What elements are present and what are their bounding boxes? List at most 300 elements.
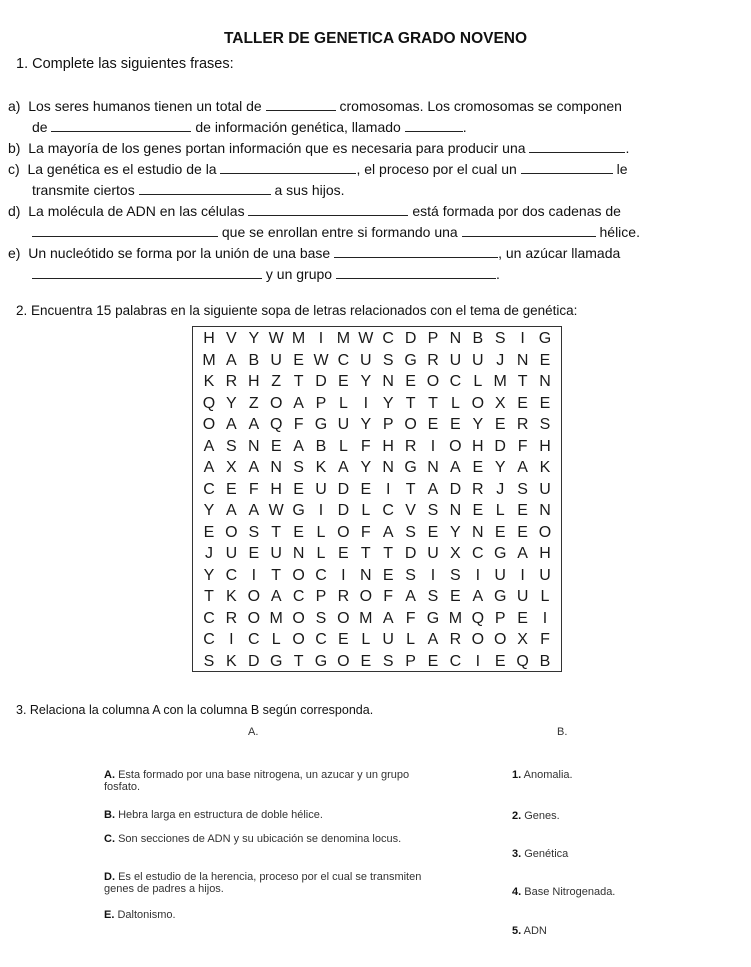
section-2-heading: 2. Encuentra 15 palabras en la siguiente sopa de letras relacionados con el tema de genética: [16,303,578,318]
grid-letter[interactable]: I [229,631,234,648]
grid-letter[interactable]: I [475,652,481,670]
grid-letter[interactable]: P [315,394,327,412]
grid-letter[interactable]: F [405,609,416,627]
grid-letter[interactable]: N [449,330,462,347]
grid-letter[interactable]: C [225,566,238,584]
blank-d1[interactable] [248,203,408,216]
text-b-1: La mayoría de los genes portan información que es necesaria para producir una [28,140,526,156]
grid-letter[interactable]: T [405,480,416,498]
grid-letter[interactable]: M [359,609,373,627]
blank-d2-2[interactable] [462,224,596,237]
grid-letter[interactable]: O [426,373,440,390]
text-d1-1: La molécula de ADN en las células [28,203,245,219]
grid-letter[interactable]: H [382,437,394,455]
grid-letter[interactable]: O [292,609,305,627]
grid-letter[interactable]: R [449,631,462,648]
grid-letter[interactable]: A [248,502,260,519]
grid-letter[interactable]: R [472,480,484,498]
grid-letter[interactable]: E [539,394,551,412]
grid-letter[interactable]: N [539,373,551,390]
grid-letter[interactable]: E [248,545,260,562]
grid-letter[interactable]: G [314,652,328,670]
grid-letter[interactable]: E [293,480,304,498]
grid-letter[interactable]: S [517,480,528,498]
grid-letter[interactable]: S [315,609,327,627]
grid-letter[interactable]: E [517,609,528,627]
grid-letter[interactable]: S [293,459,304,476]
grid-letter[interactable]: K [226,652,237,670]
blank-c2[interactable] [139,182,271,195]
grid-letter[interactable]: F [360,523,371,541]
grid-letter[interactable]: G [493,588,507,605]
column-a-item [104,809,434,821]
grid-letter[interactable]: B [472,330,484,347]
grid-letter[interactable]: I [363,394,369,412]
grid-letter[interactable]: G [538,330,552,347]
blank-e2-2[interactable] [336,266,496,279]
grid-letter[interactable]: O [225,523,238,541]
grid-letter[interactable]: G [404,459,417,476]
grid-letter[interactable]: K [226,588,237,605]
grid-letter[interactable]: M [448,609,463,627]
grid-letter[interactable]: N [449,502,462,519]
grid-letter[interactable]: E [338,373,349,390]
grid-letter[interactable]: K [539,459,551,476]
grid-letter[interactable]: Y [360,459,372,476]
grid-letter[interactable]: I [385,480,391,498]
grid-letter[interactable]: T [204,588,214,605]
grid-letter[interactable]: H [472,437,484,455]
grid-letter[interactable]: E [450,588,461,605]
grid-letter[interactable]: Y [203,566,215,584]
grid-letter[interactable]: S [382,652,394,670]
column-a-header: A. [248,726,259,738]
grid-letter[interactable]: O [247,588,261,605]
grid-letter[interactable]: N [248,437,260,455]
grid-letter[interactable]: N [427,459,439,476]
grid-letter[interactable]: U [315,480,327,498]
grid-letter[interactable]: Y [494,459,506,476]
grid-letter[interactable]: E [494,652,506,670]
grid-letter[interactable]: A [248,416,260,433]
grid-letter[interactable]: A [203,437,215,455]
grid-letter[interactable]: V [405,502,416,519]
grid-letter[interactable]: D [248,652,260,670]
grid-letter[interactable]: M [493,373,507,390]
grid-letter[interactable]: N [382,373,394,390]
grid-row [193,565,561,586]
grid-letter[interactable]: O [269,394,283,412]
grid-letter[interactable]: T [293,652,304,670]
grid-letter[interactable]: E [539,351,551,369]
grid-letter[interactable]: R [225,609,238,627]
grid-letter[interactable]: I [542,609,548,627]
grid-letter[interactable]: T [517,373,528,390]
grid-letter[interactable]: E [270,437,282,455]
text-d1-2: está formada por dos cadenas de [412,203,621,219]
grid-letter[interactable]: E [427,523,439,541]
grid-letter[interactable]: G [404,351,417,369]
blank-a1[interactable] [266,98,336,111]
grid-letter[interactable]: P [427,330,439,347]
grid-letter[interactable]: E [293,523,304,541]
grid-letter[interactable]: H [539,437,551,455]
grid-letter[interactable]: O [493,631,507,648]
grid-letter[interactable]: X [517,631,528,648]
grid-letter[interactable]: G [426,609,440,627]
grid-letter[interactable]: G [314,416,328,433]
label-e: e) [8,245,21,261]
grid-letter[interactable]: A [382,523,394,541]
blank-e2-1[interactable] [32,266,262,279]
grid-letter[interactable]: E [226,480,237,498]
grid-letter[interactable]: P [382,416,394,433]
grid-letter[interactable]: S [427,502,439,519]
grid-letter[interactable]: C [315,631,327,648]
grid-letter[interactable]: F [540,631,550,648]
blank-a2-2[interactable] [405,119,463,132]
grid-letter[interactable]: D [494,437,506,455]
grid-letter[interactable]: M [269,609,283,627]
text-e1-1: Un nucleótido se forma por la unión de una base [28,245,331,261]
grid-letter[interactable]: Q [471,609,485,627]
grid-letter[interactable]: O [359,588,373,605]
grid-letter[interactable]: A [427,631,439,648]
grid-letter[interactable]: O [337,609,350,627]
grid-letter[interactable]: D [337,502,350,519]
grid-letter[interactable]: L [361,631,371,648]
grid-letter[interactable]: S [494,330,506,347]
grid-letter[interactable]: E [494,523,506,541]
grid-letter[interactable]: C [382,502,394,519]
grid-letter[interactable]: M [336,330,351,347]
grid-letter[interactable]: O [449,437,462,455]
grid-letter[interactable]: O [337,523,350,541]
grid-letter[interactable]: R [427,351,439,369]
grid-letter[interactable]: Z [248,394,259,412]
item-number: 1. [512,769,522,781]
grid-letter[interactable]: F [383,588,394,605]
grid-letter[interactable]: Y [382,394,394,412]
grid-letter[interactable]: E [203,523,215,541]
grid-letter[interactable]: S [450,566,461,584]
grid-letter[interactable]: T [383,545,394,562]
grid-letter[interactable]: H [248,373,260,390]
grid-letter[interactable]: N [539,502,551,519]
grid-letter[interactable]: E [293,351,304,369]
grid-letter[interactable]: U [382,631,394,648]
grid-letter[interactable]: T [405,394,416,412]
grid-letter[interactable]: A [226,416,237,433]
grid-letter[interactable]: X [226,459,237,476]
line-e1 [8,245,620,261]
grid-letter[interactable]: E [472,502,484,519]
blank-c1-2[interactable] [521,161,613,174]
grid-letter[interactable]: D [315,373,327,390]
grid-letter[interactable]: V [226,330,237,347]
grid-letter[interactable]: H [539,545,551,562]
grid-letter[interactable]: E [517,394,528,412]
grid-letter[interactable]: W [358,330,374,347]
grid-letter[interactable]: A [450,459,461,476]
grid-letter[interactable]: M [291,330,306,347]
grid-letter[interactable]: U [360,351,372,369]
grid-letter[interactable]: A [517,545,528,562]
grid-letter[interactable]: B [539,652,551,670]
grid-letter[interactable]: E [382,566,394,584]
grid-letter[interactable]: C [449,373,462,390]
grid-letter[interactable]: Y [472,416,484,433]
grid-letter[interactable]: A [405,588,416,605]
grid-letter[interactable]: D [404,330,417,347]
grid-letter[interactable]: C [337,351,350,369]
grid-letter[interactable]: C [292,588,305,605]
column-a-item [104,833,434,845]
grid-letter[interactable]: A [248,459,260,476]
grid-letter[interactable]: W [313,351,329,369]
blank-a2-1[interactable] [51,119,191,132]
blank-e1[interactable] [334,245,498,258]
column-b-header: B. [557,726,568,738]
grid-letter[interactable]: I [520,330,525,347]
grid-letter[interactable]: U [472,351,484,369]
grid-letter[interactable]: Y [203,502,215,519]
grid-row [193,543,561,564]
column-b-item [512,886,615,898]
grid-letter[interactable]: S [405,566,416,584]
grid-letter[interactable]: T [271,523,282,541]
grid-letter[interactable]: T [271,566,282,584]
grid-letter[interactable]: I [520,566,525,584]
grid-letter[interactable]: E [360,480,372,498]
grid-letter[interactable]: U [539,480,551,498]
item-number: 3. [512,848,522,860]
grid-letter[interactable]: E [338,545,349,562]
grid-letter[interactable]: X [450,545,461,562]
grid-letter[interactable]: U [270,351,282,369]
grid-letter[interactable]: L [473,373,483,390]
grid-letter[interactable]: A [517,459,528,476]
grid-letter[interactable]: L [540,588,550,605]
grid-letter[interactable]: S [427,588,439,605]
grid-letter[interactable]: I [430,566,436,584]
grid-letter[interactable]: I [318,502,324,519]
grid-letter[interactable]: E [517,502,528,519]
grid-letter[interactable]: S [226,437,237,455]
grid-letter[interactable]: Q [516,652,529,670]
grid-letter[interactable]: D [449,480,462,498]
grid-letter[interactable]: Y [226,394,237,412]
grid-letter[interactable]: A [203,459,215,476]
grid-letter[interactable]: N [472,523,484,541]
blank-b[interactable] [529,140,625,153]
grid-letter[interactable]: L [495,502,505,519]
grid-letter[interactable]: B [315,437,327,455]
grid-letter[interactable]: U [225,545,238,562]
grid-letter[interactable]: U [270,545,282,562]
grid-letter[interactable]: U [449,351,462,369]
grid-letter[interactable]: I [318,330,324,347]
grid-letter[interactable]: Y [450,523,461,541]
grid-letter[interactable]: U [427,545,439,562]
grid-letter[interactable]: C [203,631,215,648]
grid-letter[interactable]: B [248,351,260,369]
grid-letter[interactable]: Y [248,330,260,347]
grid-letter[interactable]: O [404,416,417,433]
grid-letter[interactable]: Z [271,373,282,390]
grid-letter[interactable]: E [427,416,439,433]
grid-letter[interactable]: U [337,416,350,433]
grid-letter[interactable]: L [338,394,348,412]
grid-letter[interactable]: N [516,351,529,369]
item-text: Esta formado por una base nitrogena, un azucar y un grupo fosfato. [104,769,410,793]
grid-letter[interactable]: T [428,394,438,412]
grid-letter[interactable]: C [472,545,484,562]
blank-d2-1[interactable] [32,224,218,237]
grid-letter[interactable]: F [248,480,259,498]
grid-letter[interactable]: J [496,480,505,498]
grid-letter[interactable]: Y [360,416,372,433]
grid-letter[interactable]: G [269,652,283,670]
grid-letter[interactable]: E [338,631,349,648]
item-number: 5. [512,925,522,937]
grid-letter[interactable]: P [315,588,327,605]
grid-letter[interactable]: E [427,652,439,670]
grid-letter[interactable]: U [539,566,551,584]
grid-letter[interactable]: L [316,545,326,562]
grid-letter[interactable]: A [293,437,304,455]
grid-letter[interactable]: L [316,523,326,541]
grid-letter[interactable]: W [268,502,284,519]
grid-letter[interactable]: S [405,523,416,541]
grid-letter[interactable]: L [406,631,416,648]
grid-letter[interactable]: L [338,437,348,455]
text-c1-3: le [616,161,628,177]
grid-letter[interactable]: C [203,480,215,498]
grid-letter[interactable]: S [382,351,394,369]
grid-letter[interactable]: O [202,416,216,433]
grid-letter[interactable]: K [203,373,215,390]
grid-letter[interactable]: I [430,437,436,455]
grid-letter[interactable]: F [293,416,304,433]
grid-letter[interactable]: U [516,588,529,605]
grid-letter[interactable]: C [382,330,394,347]
grid-letter[interactable]: E [472,459,484,476]
grid-letter[interactable]: O [538,523,552,541]
grid-row [193,608,561,629]
grid-letter[interactable]: A [382,609,394,627]
grid-letter[interactable]: P [494,609,506,627]
grid-letter[interactable]: C [203,609,215,627]
grid-letter[interactable]: G [292,502,305,519]
grid-letter[interactable]: A [270,588,282,605]
grid-letter[interactable]: S [248,523,260,541]
grid-letter[interactable]: N [382,459,394,476]
grid-letter[interactable]: R [404,437,417,455]
grid-letter[interactable]: P [405,652,416,670]
grid-letter[interactable]: U [494,566,506,584]
grid-letter[interactable]: J [205,545,213,562]
grid-letter[interactable]: M [202,351,216,369]
grid-letter[interactable]: C [315,566,327,584]
grid-letter[interactable]: N [360,566,372,584]
grid-letter[interactable]: O [471,631,485,648]
grid-row [193,328,561,349]
grid-letter[interactable]: I [341,566,346,584]
grid-letter[interactable]: R [337,588,350,605]
grid-letter[interactable]: A [226,351,237,369]
label-d: d) [8,203,21,219]
grid-letter[interactable]: T [293,373,304,390]
grid-letter[interactable]: F [360,437,371,455]
grid-letter[interactable]: C [248,631,260,648]
grid-letter[interactable]: L [450,394,460,412]
grid-letter[interactable]: O [247,609,261,627]
item-text: Anomalia. [523,769,573,781]
grid-letter[interactable]: X [494,394,506,412]
grid-letter[interactable]: R [225,373,238,390]
grid-letter[interactable]: W [268,330,284,347]
grid-letter[interactable]: A [293,394,304,412]
grid-letter[interactable]: A [427,480,439,498]
grid-letter[interactable]: E [405,373,416,390]
grid-letter[interactable]: O [292,566,305,584]
item-text: Daltonismo. [117,909,176,921]
grid-letter[interactable]: L [271,631,281,648]
label-a: a) [8,98,21,114]
grid-letter[interactable]: I [475,566,481,584]
grid-letter[interactable]: Q [269,416,283,433]
grid-letter[interactable]: E [494,416,506,433]
grid-letter[interactable]: E [517,523,528,541]
blank-c1-1[interactable] [220,161,356,174]
grid-letter[interactable]: T [360,545,371,562]
item-letter: E. [104,909,115,921]
grid-letter[interactable]: H [270,480,282,498]
grid-letter[interactable]: N [292,545,305,562]
grid-letter[interactable]: A [338,459,349,476]
grid-letter[interactable]: L [361,502,371,519]
item-text: Genética [524,848,569,860]
grid-letter[interactable]: S [203,652,215,670]
grid-letter[interactable]: K [315,459,327,476]
grid-letter[interactable]: O [471,394,485,412]
grid-letter[interactable]: Q [202,394,216,412]
grid-letter[interactable]: R [516,416,529,433]
grid-letter[interactable]: N [270,459,282,476]
grid-letter[interactable]: O [292,631,305,648]
grid-letter[interactable]: F [517,437,528,455]
line-c2 [32,182,345,198]
grid-letter[interactable]: A [472,588,484,605]
grid-letter[interactable]: G [493,545,507,562]
grid-letter[interactable]: O [337,652,350,670]
grid-letter[interactable]: E [450,416,461,433]
grid-letter[interactable]: C [449,652,462,670]
text-a2-1: de [32,119,48,135]
grid-letter[interactable]: J [496,351,505,369]
grid-letter[interactable]: A [226,502,237,519]
grid-letter[interactable]: D [337,480,350,498]
text-e1-2: , un azúcar llamada [498,245,621,261]
grid-letter[interactable]: D [404,545,417,562]
grid-letter[interactable]: Y [360,373,372,390]
grid-letter[interactable]: I [251,566,257,584]
grid-letter[interactable]: S [539,416,551,433]
grid-letter[interactable]: E [360,652,372,670]
line-a1 [8,98,622,114]
grid-letter[interactable]: H [203,330,215,347]
